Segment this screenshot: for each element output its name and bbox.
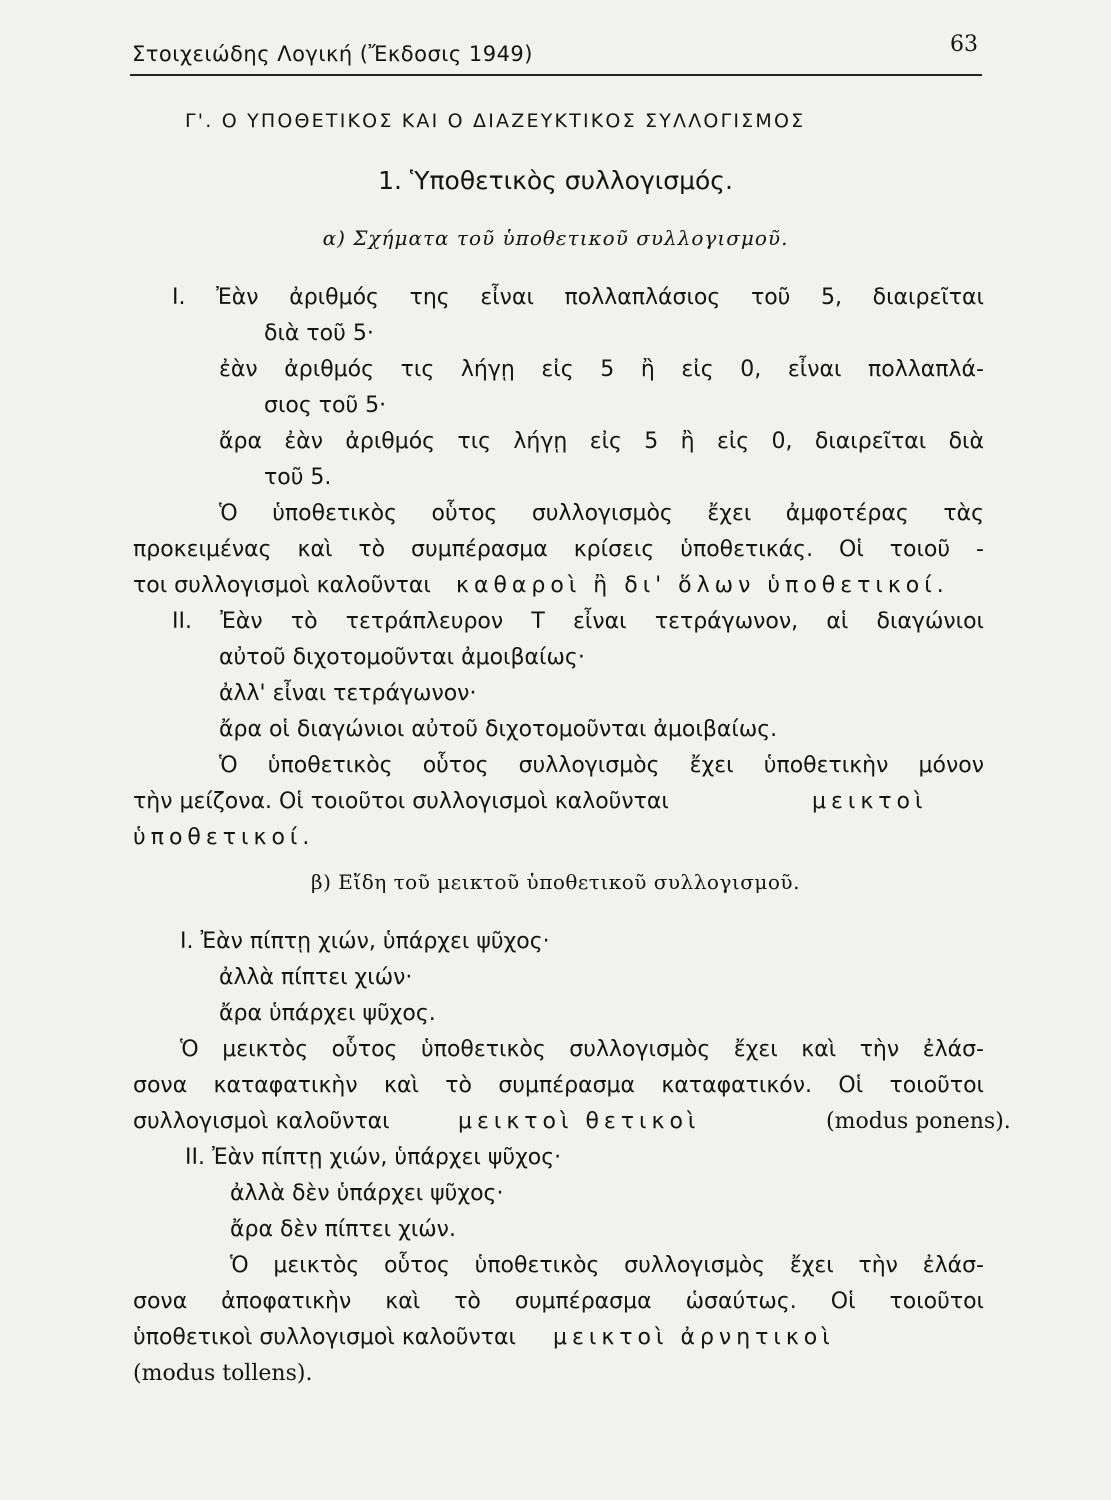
text-line: ἀλλ' εἶναι τετράγωνον· (219, 681, 477, 706)
text-line: ἀλλὰ πίπτει χιών· (219, 965, 413, 990)
text-line: ἄρα οἱ διαγώνιοι αὐτοῦ διχοτομοῦνται ἀμοιβαίως. (219, 717, 778, 742)
text-line: ὑποθετικοὶ συλλογισμοὶ καλοῦνται (133, 1325, 516, 1350)
text-line: Ὁ μεικτὸς οὗτος ὑποθετικὸς συλλογισμὸς ἔχει τὴν ἐλάσ- (230, 1253, 984, 1278)
text-line: προκειμένας καὶ τὸ συμπέρασμα κρίσεις ὑποθετικάς. Οἱ τοιοῦ - (133, 537, 984, 562)
kinds-heading: β) Εἴδη τοῦ μεικτοῦ ὑποθετικοῦ συλλογισμοῦ. (311, 870, 800, 894)
text-line: τοῦ 5. (264, 465, 332, 490)
text-line: ἐὰν ἀριθμός τις λήγῃ εἰς 5 ἢ εἰς 0, εἶναι πολλαπλά- (219, 357, 984, 382)
text-line: (modus ponens). (826, 1109, 1011, 1134)
text-line: αὐτοῦ διχοτομοῦνται ἀμοιβαίως· (219, 645, 585, 670)
emphasis-term: μεικτοὶ ἀρνητικοὶ (553, 1325, 835, 1350)
text-line: σονα καταφατικὴν καὶ τὸ συμπέρασμα καταφατικόν. Οἱ τοιοῦτοι (133, 1073, 984, 1098)
forms-heading: α) Σχήματα τοῦ ὑποθετικοῦ συλλογισμοῦ. (322, 226, 789, 250)
text-line: ΙΙ. Ἐὰν πίπτῃ χιών, ὑπάρχει ψῦχος· (185, 1145, 562, 1170)
text-line: διὰ τοῦ 5· (264, 321, 374, 346)
text-line: (modus tollens). (133, 1361, 313, 1386)
text-line: σονα ἀποφατικὴν καὶ τὸ συμπέρασμα ὡσαύτως. Οἱ τοιοῦτοι (133, 1289, 984, 1314)
subsection-heading: 1. Ὑποθετικὸς συλλογισμός. (378, 166, 733, 195)
emphasis-term: ὑποθετικοί. (133, 825, 315, 850)
text-line: Ι. Ἐὰν πίπτῃ χιών, ὑπάρχει ψῦχος· (180, 929, 550, 954)
text-line: ἄρα ὑπάρχει ψῦχος. (219, 1001, 436, 1026)
running-head: Στοιχειώδης Λογική (Ἔκδοσις 1949) (132, 42, 533, 66)
section-heading: Γ'. Ο ΥΠΟΘΕΤΙΚΟΣ ΚΑΙ Ο ΔΙΑΖΕΥΚΤΙΚΟΣ ΣΥΛΛΟΓΙΣΜΟΣ (185, 110, 806, 132)
text-line: Ι. Ἐὰν ἀριθμός της εἶναι πολλαπλάσιος τοῦ 5, διαιρεῖται (172, 285, 984, 310)
page-number: 63 (950, 32, 978, 57)
text-line: τοι συλλογισμοὶ καλοῦνται (133, 573, 431, 598)
text-line: ἄρα ἐὰν ἀριθμός τις λήγῃ εἰς 5 ἢ εἰς 0, διαιρεῖται διὰ (219, 429, 984, 454)
text-line: Ὁ μεικτὸς οὗτος ὑποθετικὸς συλλογισμὸς ἔχει καὶ τὴν ἐλάσ- (180, 1037, 984, 1062)
text-line: σιος τοῦ 5· (264, 393, 387, 418)
text-line: συλλογισμοὶ καλοῦνται (133, 1109, 390, 1134)
text-line: ΙΙ. Ἐὰν τὸ τετράπλευρον Τ εἶναι τετράγωνον, αἱ διαγώνιοι (172, 609, 984, 634)
emphasis-term: μεικτοὶ (812, 789, 928, 814)
text-line: Ὁ ὑποθετικὸς οὗτος συλλογισμὸς ἔχει ὑποθετικὴν μόνον (219, 753, 984, 778)
text-line: ἀλλὰ δὲν ὑπάρχει ψῦχος· (230, 1181, 504, 1206)
emphasis-term: μεικτοὶ θετικοὶ (458, 1109, 701, 1134)
text-line: τὴν μείζονα. Οἱ τοιοῦτοι συλλογισμοὶ καλοῦνται (133, 789, 669, 814)
page-header (130, 32, 982, 76)
text-line: ἄρα δὲν πίπτει χιών. (230, 1217, 456, 1242)
emphasis-term: καθαροὶ ἢ δι' ὅλων ὑποθετικοί. (456, 573, 949, 598)
text-line: Ὁ ὑποθετικὸς οὗτος συλλογισμὸς ἔχει ἀμφοτέρας τὰς (219, 501, 984, 526)
